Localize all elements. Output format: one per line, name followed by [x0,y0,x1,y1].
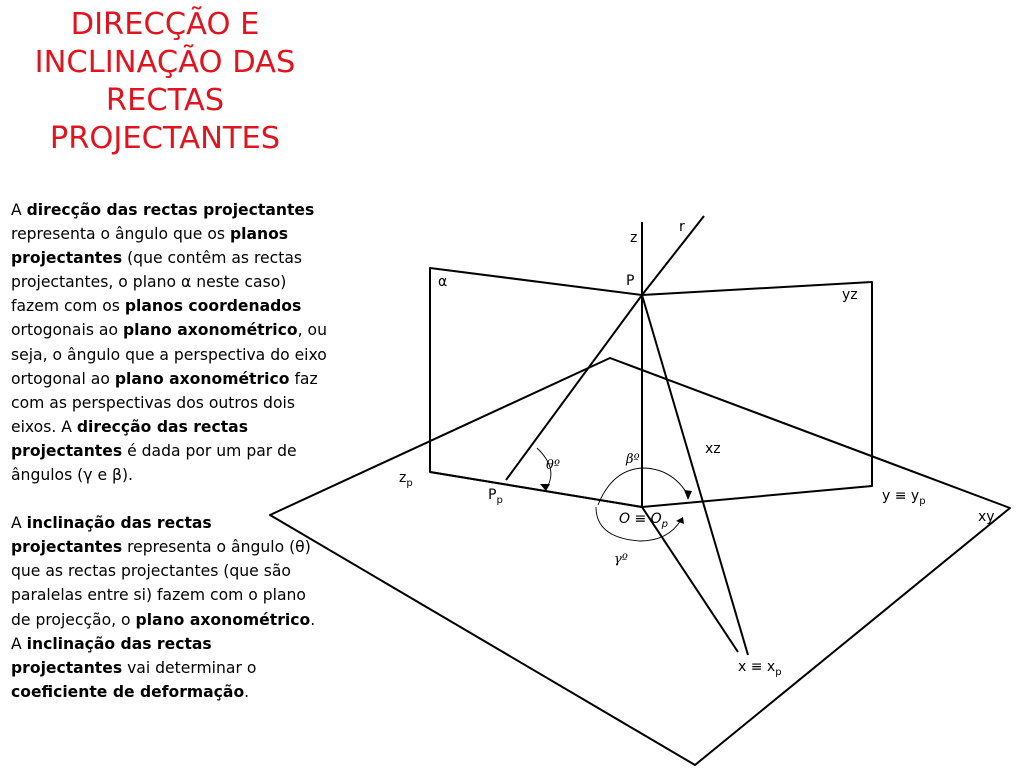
bold-term: direcção das rectas projectantes [11,417,248,460]
text-run: representa o ângulo que os [11,225,230,244]
text-run: é dada por um par de ângulos (γ e β). [11,441,297,485]
beta-arrow-icon [684,490,692,500]
text-run: representa o ângulo (θ) que as rectas projectantes (que são paralelas entre si) fazem com o plano de projecção, o [11,538,311,629]
text-run: . [244,682,250,701]
label-xy: xy [978,509,995,525]
label-alpha: α [438,274,448,290]
bold-term: inclinação das rectas projectantes [11,634,212,677]
bold-term: coeficiente de deformação [11,682,245,701]
label-beta: βº [626,452,640,467]
bold-term: inclinação das rectas projectantes [11,514,212,557]
plane-yz [642,282,872,507]
label-y: $y \equiv y_p$ [882,488,926,507]
label-x: $x \equiv x_p$ [738,659,782,678]
title-line-2: INCLINAÇÃO DAS [34,45,296,80]
op-xp-line [642,507,738,652]
bold-term: direcção das rectas projectantes [26,201,315,219]
bold-term: plano axonométrico [114,369,290,388]
text-run: . A [11,610,316,653]
title-line-4: PROJECTANTES [49,121,281,156]
label-gamma: γº [614,552,628,567]
axonometric-plane [270,358,1010,765]
bold-term: plano axonométrico [135,610,311,629]
line-r [642,216,704,295]
text-run: , ou seja, o ângulo que a perspectiva do eixo ortogonal ao [11,321,327,388]
label-theta: θº [546,458,560,473]
projecting-line [506,295,642,480]
zp-line [430,472,642,507]
text-run: vai determinar o [122,658,257,677]
label-O: $O \equiv O_p$ [619,511,669,530]
label-xz: xz [705,441,721,457]
label-r: r [679,219,685,235]
label-Pp: $P_p$ [488,487,503,506]
text-run: faz com as perspectivas dos outros dois eixos. A [11,369,318,436]
label-zp: $z_p$ [399,470,413,489]
bold-term: planos coordenados [124,297,302,316]
text-run: (que contêm as rectas projectantes, o plano α neste caso) fazem com os [11,249,303,316]
label-yz: yz [842,287,858,303]
text-run: A [11,201,27,219]
gamma-arrow-icon [676,517,684,524]
text-run: A [11,514,27,533]
title-line-3: RECTAS [105,83,225,118]
text-run: ortogonais ao [11,321,123,340]
bold-term: planos projectantes [11,225,289,268]
label-P: P [626,273,635,289]
title-line-1: DIRECÇÃO E [70,7,260,42]
bold-term: plano axonométrico [122,321,298,340]
label-z: z [630,230,638,246]
x-axis [642,295,748,655]
plane-alpha [430,268,642,507]
